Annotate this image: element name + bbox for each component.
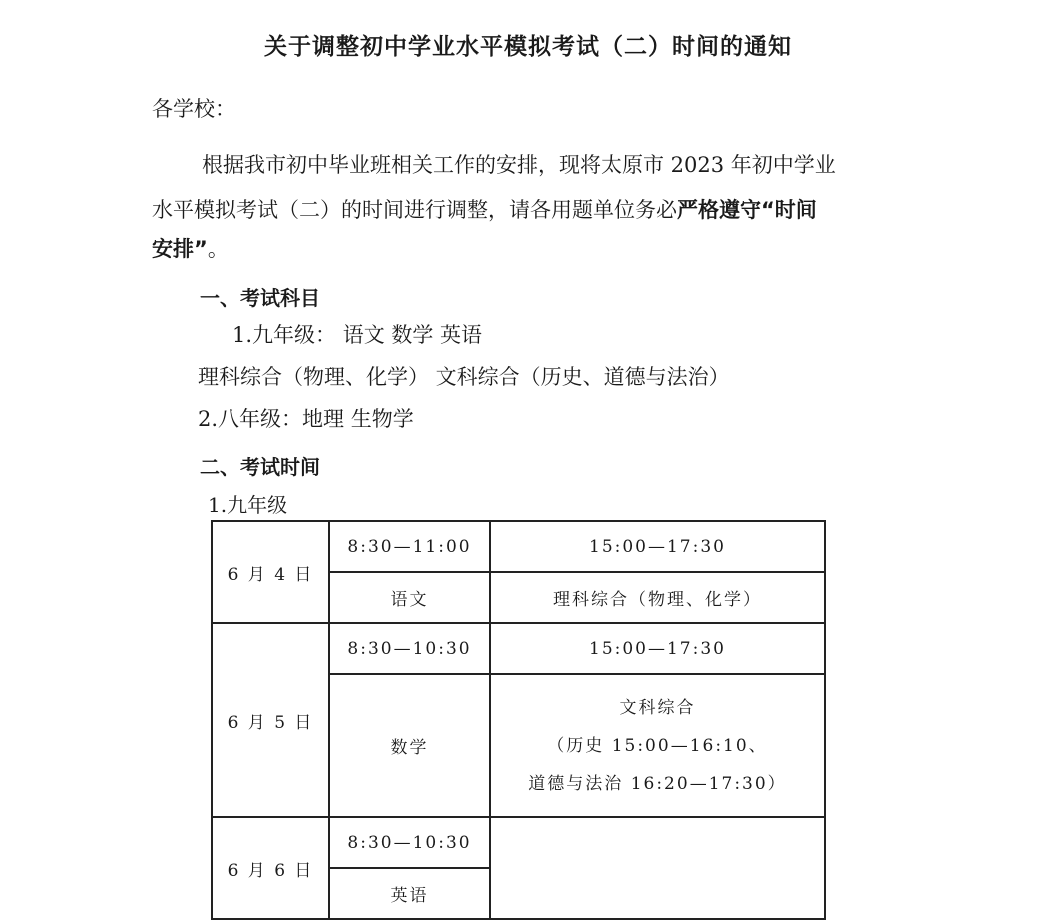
subject-cell: 数学 — [329, 674, 490, 817]
grade9-subjects: 1.九年级： 语文 数学 英语 — [232, 323, 483, 347]
time-cell: 15:00—17:30 — [490, 623, 825, 674]
time-cell: 8:30—10:30 — [329, 623, 490, 674]
subject-cell: 理科综合（物理、化学） — [490, 572, 825, 623]
intro-period: 。 — [207, 237, 229, 261]
time-cell: 15:00—17:30 — [490, 521, 825, 572]
intro-emphasis-end: 安排” — [152, 237, 208, 261]
section-2-heading: 二、考试时间 — [200, 455, 320, 479]
table-row — [212, 521, 825, 572]
table-row — [212, 623, 825, 674]
section-1-heading: 一、考试科目 — [200, 286, 320, 310]
date-cell: 6 月 6 日 — [212, 817, 329, 919]
empty-cell — [490, 817, 825, 919]
salutation: 各学校： — [152, 97, 236, 121]
intro-line-3 — [152, 236, 229, 262]
intro-line-2 — [152, 197, 817, 223]
time-cell: 8:30—11:00 — [329, 521, 490, 572]
subject-cell: 语文 — [329, 572, 490, 623]
date-cell: 6 月 5 日 — [212, 623, 329, 817]
table-row — [212, 817, 825, 868]
grade9-schedule-label: 1.九年级 — [208, 493, 288, 517]
document-title: 关于调整初中学业水平模拟考试（二）时间的通知 — [264, 34, 792, 60]
subject-cell: 英语 — [329, 868, 490, 919]
subject-line: 道德与法治 16:20—17:30） — [528, 773, 787, 794]
intro-emphasis: 严格遵守“时间 — [677, 198, 817, 222]
grade8-subjects: 2.八年级：地理 生物学 — [198, 407, 414, 431]
exam-schedule-table — [211, 520, 826, 920]
intro-line-1: 根据我市初中毕业班相关工作的安排，现将太原市 2023 年初中学业 — [202, 153, 836, 177]
subject-cell-multiline — [490, 674, 825, 817]
date-cell: 6 月 4 日 — [212, 521, 329, 623]
subject-line: 文科综合 — [619, 697, 696, 718]
grade9-combined-subjects: 理科综合（物理、化学） 文科综合（历史、道德与法治） — [198, 365, 730, 389]
time-cell: 8:30—10:30 — [329, 817, 490, 868]
intro-line-2-text: 水平模拟考试（二）的时间进行调整，请各用题单位务必 — [152, 198, 677, 222]
subject-line: （历史 15:00—16:10、 — [547, 735, 768, 756]
